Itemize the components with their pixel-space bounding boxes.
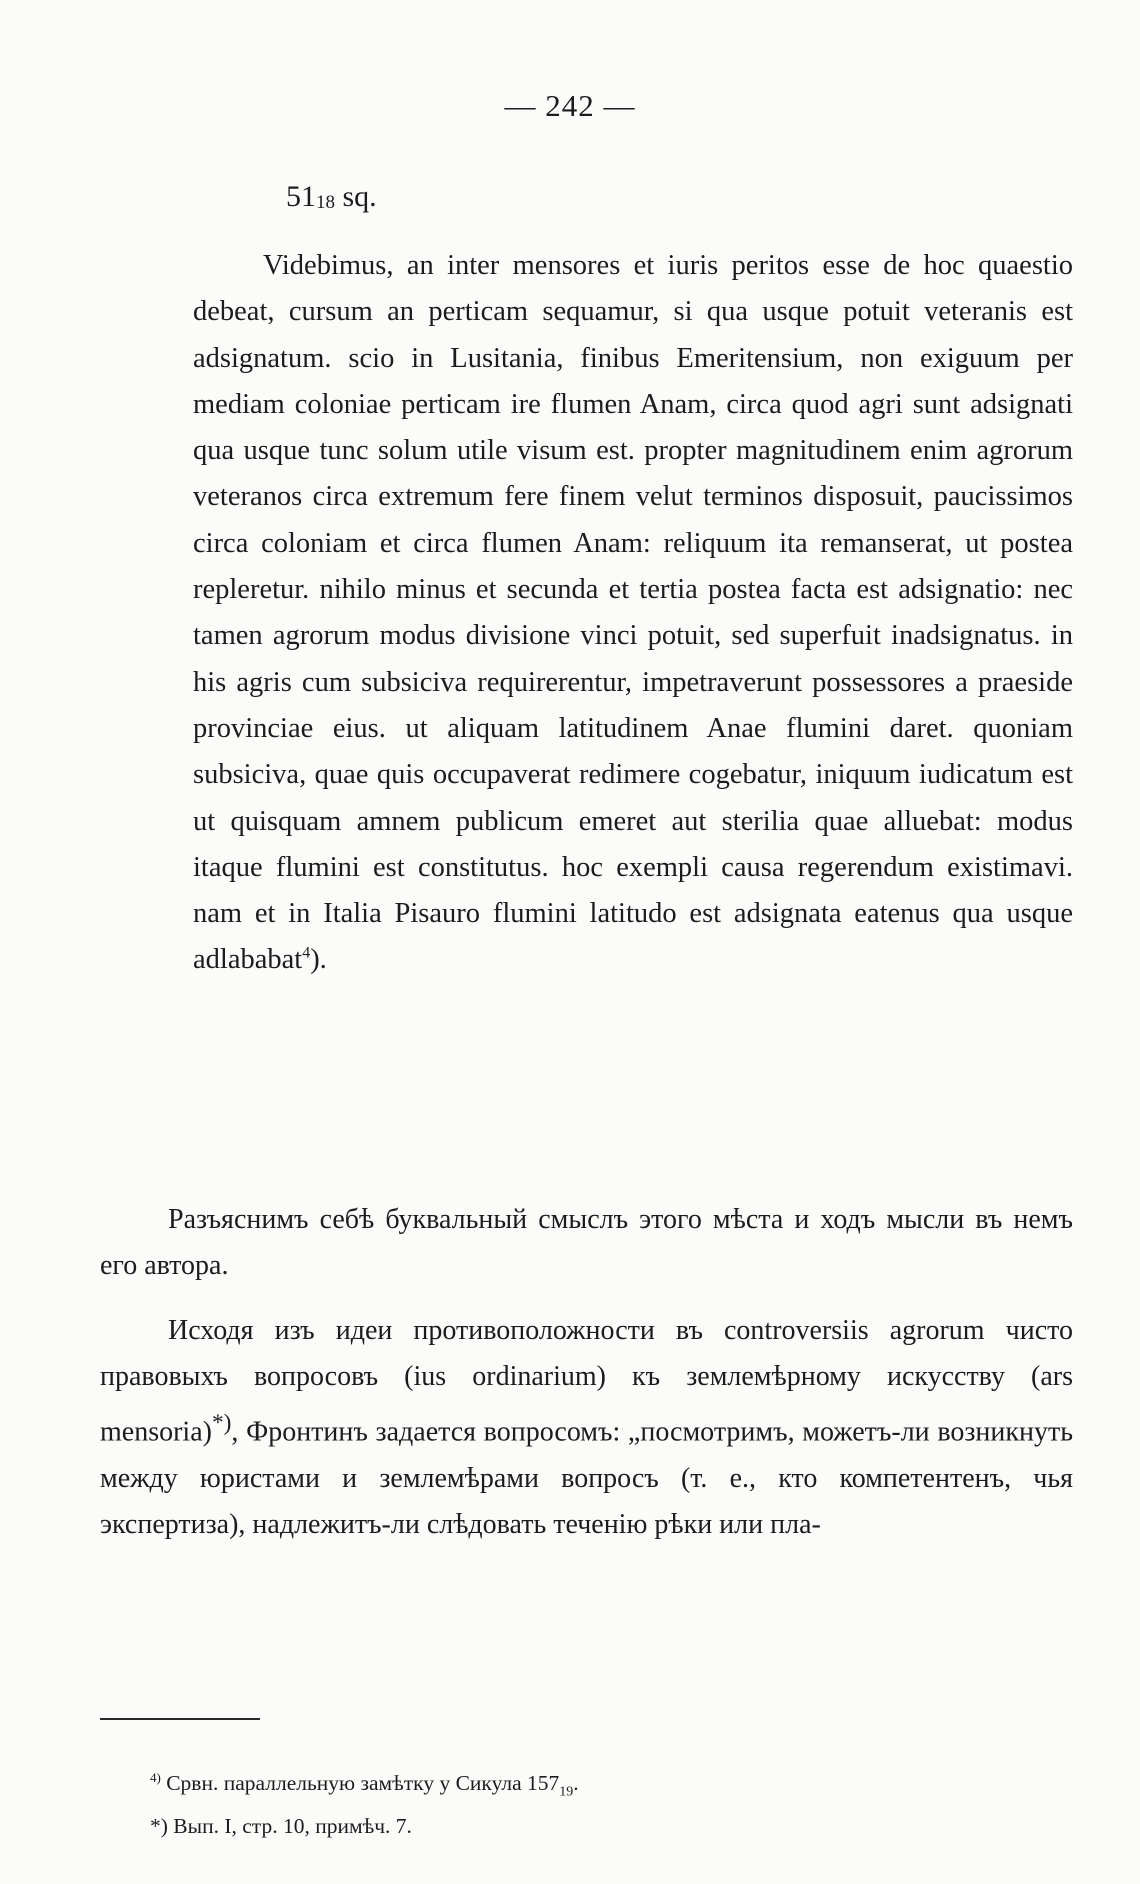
footnote-1 <box>150 1760 1050 1809</box>
reference-number: 51 <box>286 180 316 213</box>
latin-paragraph <box>193 243 1073 984</box>
footnote-1-end: . <box>573 1771 579 1796</box>
footnote-2-text: Вып. I, стр. 10, примѣч. 7. <box>167 1814 412 1839</box>
footnote-1-subscript: 19 <box>559 1784 574 1800</box>
reference-subscript: 18 <box>316 192 335 213</box>
latin-quotation <box>193 243 1073 984</box>
footnote-1-text: Срвн. параллельную замѣтку у Сикула 157 <box>160 1771 560 1796</box>
russian-commentary <box>100 1197 1073 1548</box>
footnote-1-marker: 4) <box>150 1770 161 1785</box>
footnotes <box>150 1760 1050 1844</box>
footnote-2 <box>150 1809 1050 1844</box>
page-number: — 242 — <box>504 88 636 123</box>
reference-suffix: sq. <box>335 180 377 213</box>
footnote-divider <box>100 1718 260 1720</box>
russian-footnote-marker: *) <box>211 1410 232 1437</box>
russian-paragraph-2-rest: , Фронтинъ задается вопросомъ: „посмотримъ, можетъ-ли возникнуть между юристами и землемѣрами вопросъ (т. е., кто компетентенъ, чья экспертиза), надлежитъ-ли слѣдовать теченію рѣки или пла- <box>100 1416 1073 1541</box>
latin-footnote-marker: 4 <box>302 944 311 962</box>
source-reference <box>286 180 377 214</box>
russian-paragraph-2 <box>100 1308 1073 1549</box>
latin-text: Videbimus, an inter mensores et iuris peritos esse de hoc quaestio debeat, cursum an perticam sequamur, si qua usque potuit veteranis est adsignatum. scio in Lusitania, finibus Emeritensium, non exiguum per mediam coloniae perticam ire flumen Anam, circa quod agri sunt adsignati qua usque tunc solum utile visum est. propter magnitudinem enim agrorum veteranos circa extremum fere finem velut terminos disposuit, paucissimos circa coloniam et circa flumen Anam: reliquum ita remanserat, ut postea repleretur. nihilo minus et secunda et tertia postea facta est adsignatio: nec tamen agrorum modus divisione vinci potuit, sed superfuit inadsignatus. in his agris cum subsiciva requirerentur, impetraverunt possessores a praeside provinciae eius. ut aliquam latitudinem Anae flumini daret. quoniam subsiciva, quae quis occupaverat redimere cogebatur, iniquum iudicatum est ut quisquam amnem publicum emeret aut sterilia quae alluebat: modus itaque flumini est constitutus. hoc exempli causa regerendum existimavi. nam et in Italia Pisauro flumini latitudo est adsignata eatenus qua usque adlababat <box>193 250 1073 976</box>
russian-paragraph-2-text: Исходя изъ идеи противоположности въ controversiis agrorum чисто правовыхъ вопросовъ (ius ordinarium) къ землемѣрному искусству (ars mensoria) <box>100 1314 1073 1448</box>
footnote-2-marker: *) <box>150 1814 168 1839</box>
russian-paragraph-1: Разъяснимъ себѣ буквальный смыслъ этого мѣста и ходъ мысли въ немъ его автора. <box>100 1204 1073 1282</box>
latin-closing: ). <box>310 944 327 976</box>
